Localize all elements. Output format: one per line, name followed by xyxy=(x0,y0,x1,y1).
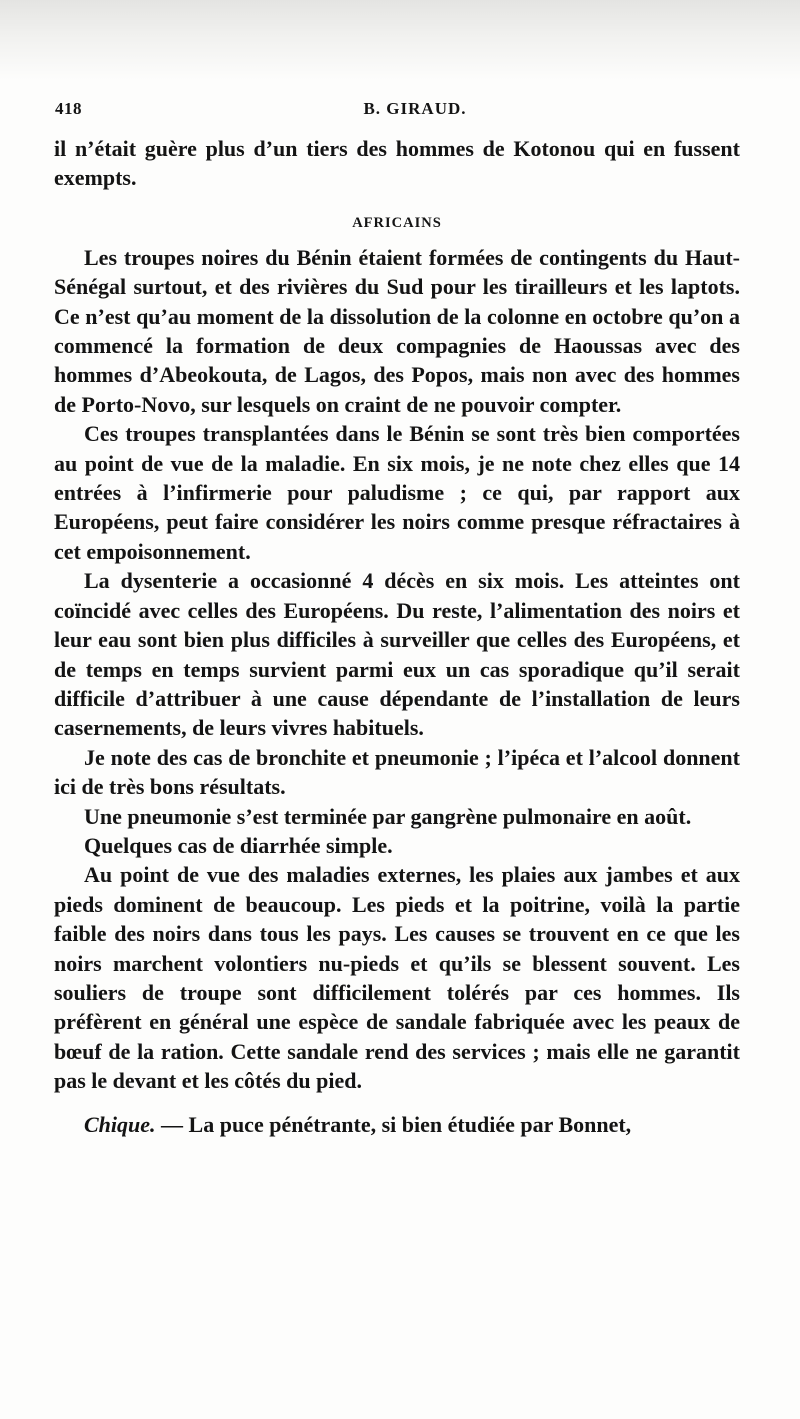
intro-paragraph: il n’était guère plus d’un tiers des hommes de Kotonou qui en fussent exempts. xyxy=(54,136,740,191)
paragraph: Je note des cas de bronchite et pneumonie ; l’ipéca et l’alcool donnent ici de très bons résultats. xyxy=(54,744,740,800)
paragraph: Quelques cas de diarrhée simple. xyxy=(84,832,393,858)
paragraph: Ces troupes transplantées dans le Bénin se sont très bien comportées au point de vue de la maladie. En six mois, je ne note chez elles que 14 entrées à l’infirmerie pour paludisme ; ce qui, par rapport aux Européens, peut faire considérer les noirs comme presque réfractaires à cet empoisonnement. xyxy=(54,421,740,564)
page-number: 418 xyxy=(55,99,82,118)
paragraph: Une pneumonie s’est terminée par gangrène pulmonaire en août. xyxy=(84,803,692,829)
scan-shadow xyxy=(0,0,800,80)
chique-paragraph xyxy=(54,1110,740,1139)
paragraph: Au point de vue des maladies externes, les plaies aux jambes et aux pieds dominent de beaucoup. Les pieds et la poitrine, voilà la partie faible des noirs dans tous les pays. Les causes se trouvent en ce que les noirs marchent volontiers nu-pieds et qu’ils se blessent souvent. Les souliers de troupe sont difficilement tolérés par ces hommes. Ils préfèrent en général une espèce de sandale fabriquée avec les peaux de bœuf de la ration. Cette sandale rend des services ; mais elle ne garantit pas le devant et les côtés du pied. xyxy=(54,862,740,1094)
section-title: AFRICAINS xyxy=(352,214,442,231)
page-header xyxy=(55,99,739,125)
running-head: B. GIRAUD. xyxy=(363,99,467,118)
paragraph: Les troupes noires du Bénin étaient formées de contingents du Haut-Sénégal surtout, et des rivières du Sud pour les tirailleurs et les laptots. Ce n’est qu’au moment de la dissolution de la colonne en octobre qu’on a commencé la formation de deux compagnies de Haoussas avec des hommes d’Abeokouta, de Lagos, des Popos, mais non avec des hommes de Porto-Novo, sur lesquels on craint de ne pouvoir compter. xyxy=(54,244,740,417)
chique-term: Chique. xyxy=(84,1111,156,1137)
body-text xyxy=(54,134,740,1139)
chique-text: — La puce pénétrante, si bien étudiée par Bonnet, xyxy=(155,1111,632,1137)
paragraph: La dysenterie a occasionné 4 décès en six mois. Les atteintes ont coïncidé avec celles des Européens. Du reste, l’alimentation des noirs et leur eau sont bien plus difficiles à surveiller que celles des Européens, et de temps en temps survient parmi eux un cas sporadique qu’il serait difficile d’attribuer à une cause dépendante de l’installation de leurs casernements, de leurs vivres habituels. xyxy=(54,568,740,741)
